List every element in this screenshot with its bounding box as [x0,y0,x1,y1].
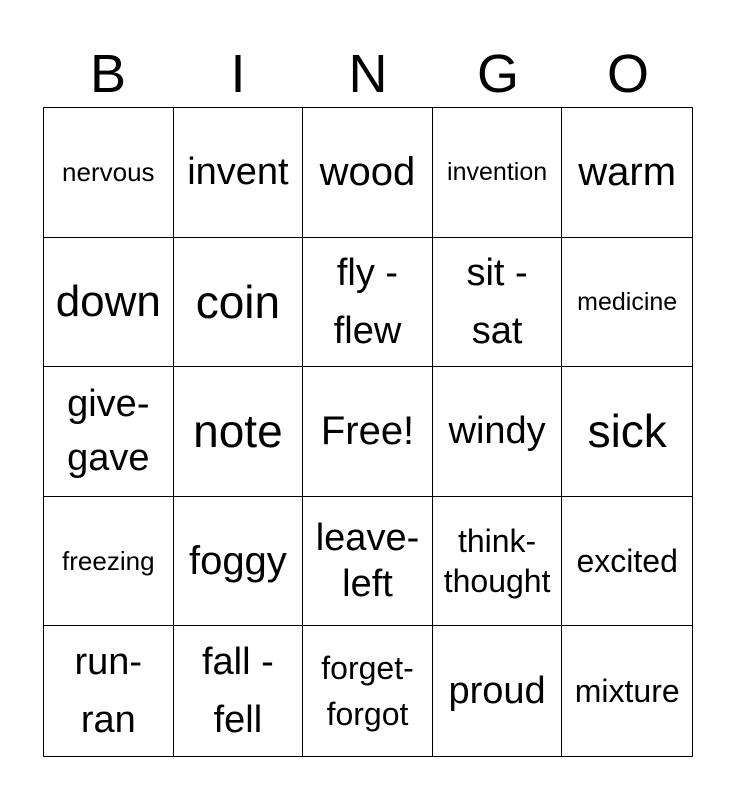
bingo-grid [43,107,693,757]
bingo-cell[interactable] [303,367,433,497]
cell-text: think- thought [443,523,551,600]
cell-text: sit - sat [466,251,528,352]
bingo-cell[interactable] [433,626,563,756]
header-letter-i: I [230,44,246,104]
cell-text: invention [447,158,548,187]
bingo-cell[interactable] [562,626,692,756]
bingo-header [43,44,693,104]
cell-text: mixture [574,673,680,710]
header-letter-n: N [348,44,388,104]
header-letter-b: B [89,44,127,104]
bingo-cell[interactable] [433,238,563,368]
cell-text: sick [587,405,667,458]
cell-text: note [193,405,283,458]
bingo-cell[interactable] [433,108,563,238]
bingo-cell[interactable] [44,108,174,238]
cell-text: freezing [62,546,155,577]
cell-text: forget- forgot [321,650,414,733]
bingo-cell[interactable] [44,238,174,368]
bingo-cell[interactable] [174,497,304,627]
bingo-cell[interactable] [303,626,433,756]
cell-text: foggy [188,539,287,584]
cell-text: nervous [62,157,155,188]
cell-text: fly - flew [333,251,402,352]
cell-text: excited [576,543,678,580]
cell-text: leave- left [315,517,420,606]
bingo-cell[interactable] [303,497,433,627]
bingo-cell[interactable] [174,626,304,756]
bingo-cell[interactable] [433,367,563,497]
header-letter-g: G [476,44,519,104]
bingo-cell[interactable] [44,367,174,497]
bingo-cell[interactable] [433,497,563,627]
cell-text: medicine [577,287,678,316]
cell-text: give- gave [67,383,150,480]
cell-text: coin [195,275,281,328]
bingo-cell[interactable] [174,367,304,497]
cell-text: Free! [320,409,415,454]
cell-text: down [55,276,161,326]
bingo-cell[interactable] [44,626,174,756]
cell-text: fall - fell [201,641,274,742]
bingo-cell[interactable] [174,238,304,368]
bingo-cell[interactable] [303,108,433,238]
header-letter-o: O [606,44,649,104]
cell-text: windy [448,410,546,453]
cell-text: run- ran [74,641,143,742]
cell-text: proud [448,670,546,713]
bingo-cell[interactable] [44,497,174,627]
cell-text: warm [578,150,677,195]
bingo-cell[interactable] [562,108,692,238]
bingo-cell[interactable] [303,238,433,368]
bingo-cell[interactable] [562,238,692,368]
bingo-cell[interactable] [562,367,692,497]
bingo-cell[interactable] [174,108,304,238]
bingo-cell[interactable] [562,497,692,627]
cell-text: invent [187,151,289,194]
cell-text: wood [319,150,416,195]
